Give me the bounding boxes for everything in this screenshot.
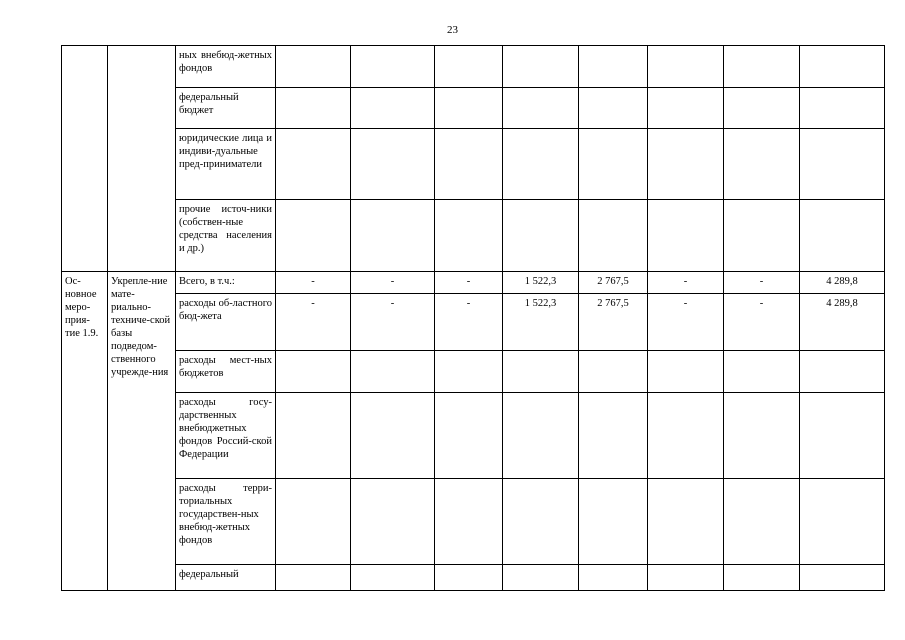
value-cell [724, 88, 800, 129]
value-cell: 4 289,8 [800, 294, 885, 351]
source-label: Всего, в т.ч.: [176, 272, 276, 294]
value-cell [800, 565, 885, 591]
value-cell [503, 46, 579, 88]
source-label: прочие источ-ники (собствен-ные средства населения и др.) [176, 200, 276, 272]
value-cell [724, 46, 800, 88]
source-label: ных внебюд-жетных фондов [176, 46, 276, 88]
table-row [62, 565, 885, 591]
value-cell [503, 393, 579, 479]
value-cell [800, 351, 885, 393]
value-cell [579, 200, 648, 272]
value-cell [435, 200, 503, 272]
value-cell [435, 393, 503, 479]
value-cell [579, 129, 648, 200]
value-cell: - [648, 294, 724, 351]
value-cell [276, 393, 351, 479]
value-cell [276, 129, 351, 200]
table-row [62, 393, 885, 479]
value-cell [724, 129, 800, 200]
value-cell [351, 565, 435, 591]
empty-code-cell [62, 46, 108, 272]
table-row [62, 200, 885, 272]
value-cell [579, 393, 648, 479]
source-label: федеральный [176, 565, 276, 591]
value-cell [648, 129, 724, 200]
value-cell [435, 88, 503, 129]
value-cell: - [724, 272, 800, 294]
value-cell: - [276, 272, 351, 294]
value-cell: - [351, 272, 435, 294]
value-cell [276, 351, 351, 393]
source-label: расходы терри-ториальных государствен-ных внебюд-жетных фондов [176, 479, 276, 565]
value-cell [800, 88, 885, 129]
value-cell [503, 351, 579, 393]
value-cell [503, 200, 579, 272]
value-cell [648, 46, 724, 88]
value-cell [724, 351, 800, 393]
value-cell [503, 88, 579, 129]
value-cell [435, 565, 503, 591]
value-cell [276, 88, 351, 129]
value-cell: - [435, 272, 503, 294]
value-cell [800, 393, 885, 479]
budget-table [61, 45, 885, 591]
value-cell [503, 129, 579, 200]
value-cell [276, 479, 351, 565]
value-cell [351, 200, 435, 272]
value-cell: - [648, 272, 724, 294]
event-code: Ос-новное меро-прия-тие 1.9. [62, 272, 108, 591]
value-cell [276, 46, 351, 88]
empty-name-cell [108, 46, 176, 272]
value-cell [800, 479, 885, 565]
value-cell [351, 46, 435, 88]
value-cell [435, 129, 503, 200]
value-cell [579, 351, 648, 393]
value-cell: - [351, 294, 435, 351]
value-cell [648, 479, 724, 565]
value-cell [648, 200, 724, 272]
value-cell [800, 46, 885, 88]
value-cell [579, 479, 648, 565]
value-cell [351, 88, 435, 129]
value-cell [724, 565, 800, 591]
value-cell: - [724, 294, 800, 351]
value-cell [351, 479, 435, 565]
table-row [62, 129, 885, 200]
value-cell [724, 200, 800, 272]
value-cell: 4 289,8 [800, 272, 885, 294]
value-cell: 1 522,3 [503, 294, 579, 351]
value-cell [724, 393, 800, 479]
value-cell [435, 479, 503, 565]
value-cell [435, 46, 503, 88]
value-cell [800, 129, 885, 200]
value-cell [579, 565, 648, 591]
value-cell [351, 129, 435, 200]
value-cell: - [435, 294, 503, 351]
value-cell [503, 565, 579, 591]
table-row [62, 351, 885, 393]
page-number: 23 [447, 24, 458, 36]
table-row [62, 46, 885, 88]
source-label: юридические лица и индиви-дуальные пред-приниматели [176, 129, 276, 200]
table-row [62, 294, 885, 351]
value-cell [276, 200, 351, 272]
table-row [62, 88, 885, 129]
source-label: расходы об-ластного бюд-жета [176, 294, 276, 351]
value-cell: 2 767,5 [579, 272, 648, 294]
value-cell: 2 767,5 [579, 294, 648, 351]
event-name: Укрепле-ние мате-риально-техниче-ской базы подведом-ственного учрежде-ния [108, 272, 176, 591]
value-cell: - [276, 294, 351, 351]
source-label: федеральный бюджет [176, 88, 276, 129]
value-cell [276, 565, 351, 591]
value-cell [579, 46, 648, 88]
value-cell [503, 479, 579, 565]
value-cell [648, 565, 724, 591]
value-cell [648, 393, 724, 479]
value-cell [579, 88, 648, 129]
value-cell [648, 88, 724, 129]
source-label: расходы мест-ных бюджетов [176, 351, 276, 393]
value-cell [724, 479, 800, 565]
value-cell [351, 351, 435, 393]
value-cell [435, 351, 503, 393]
value-cell [351, 393, 435, 479]
source-label: расходы госу-дарственных внебюджетных фондов Россий-ской Федерации [176, 393, 276, 479]
value-cell [800, 200, 885, 272]
value-cell [648, 351, 724, 393]
table-row [62, 479, 885, 565]
value-cell: 1 522,3 [503, 272, 579, 294]
table-row [62, 272, 885, 294]
